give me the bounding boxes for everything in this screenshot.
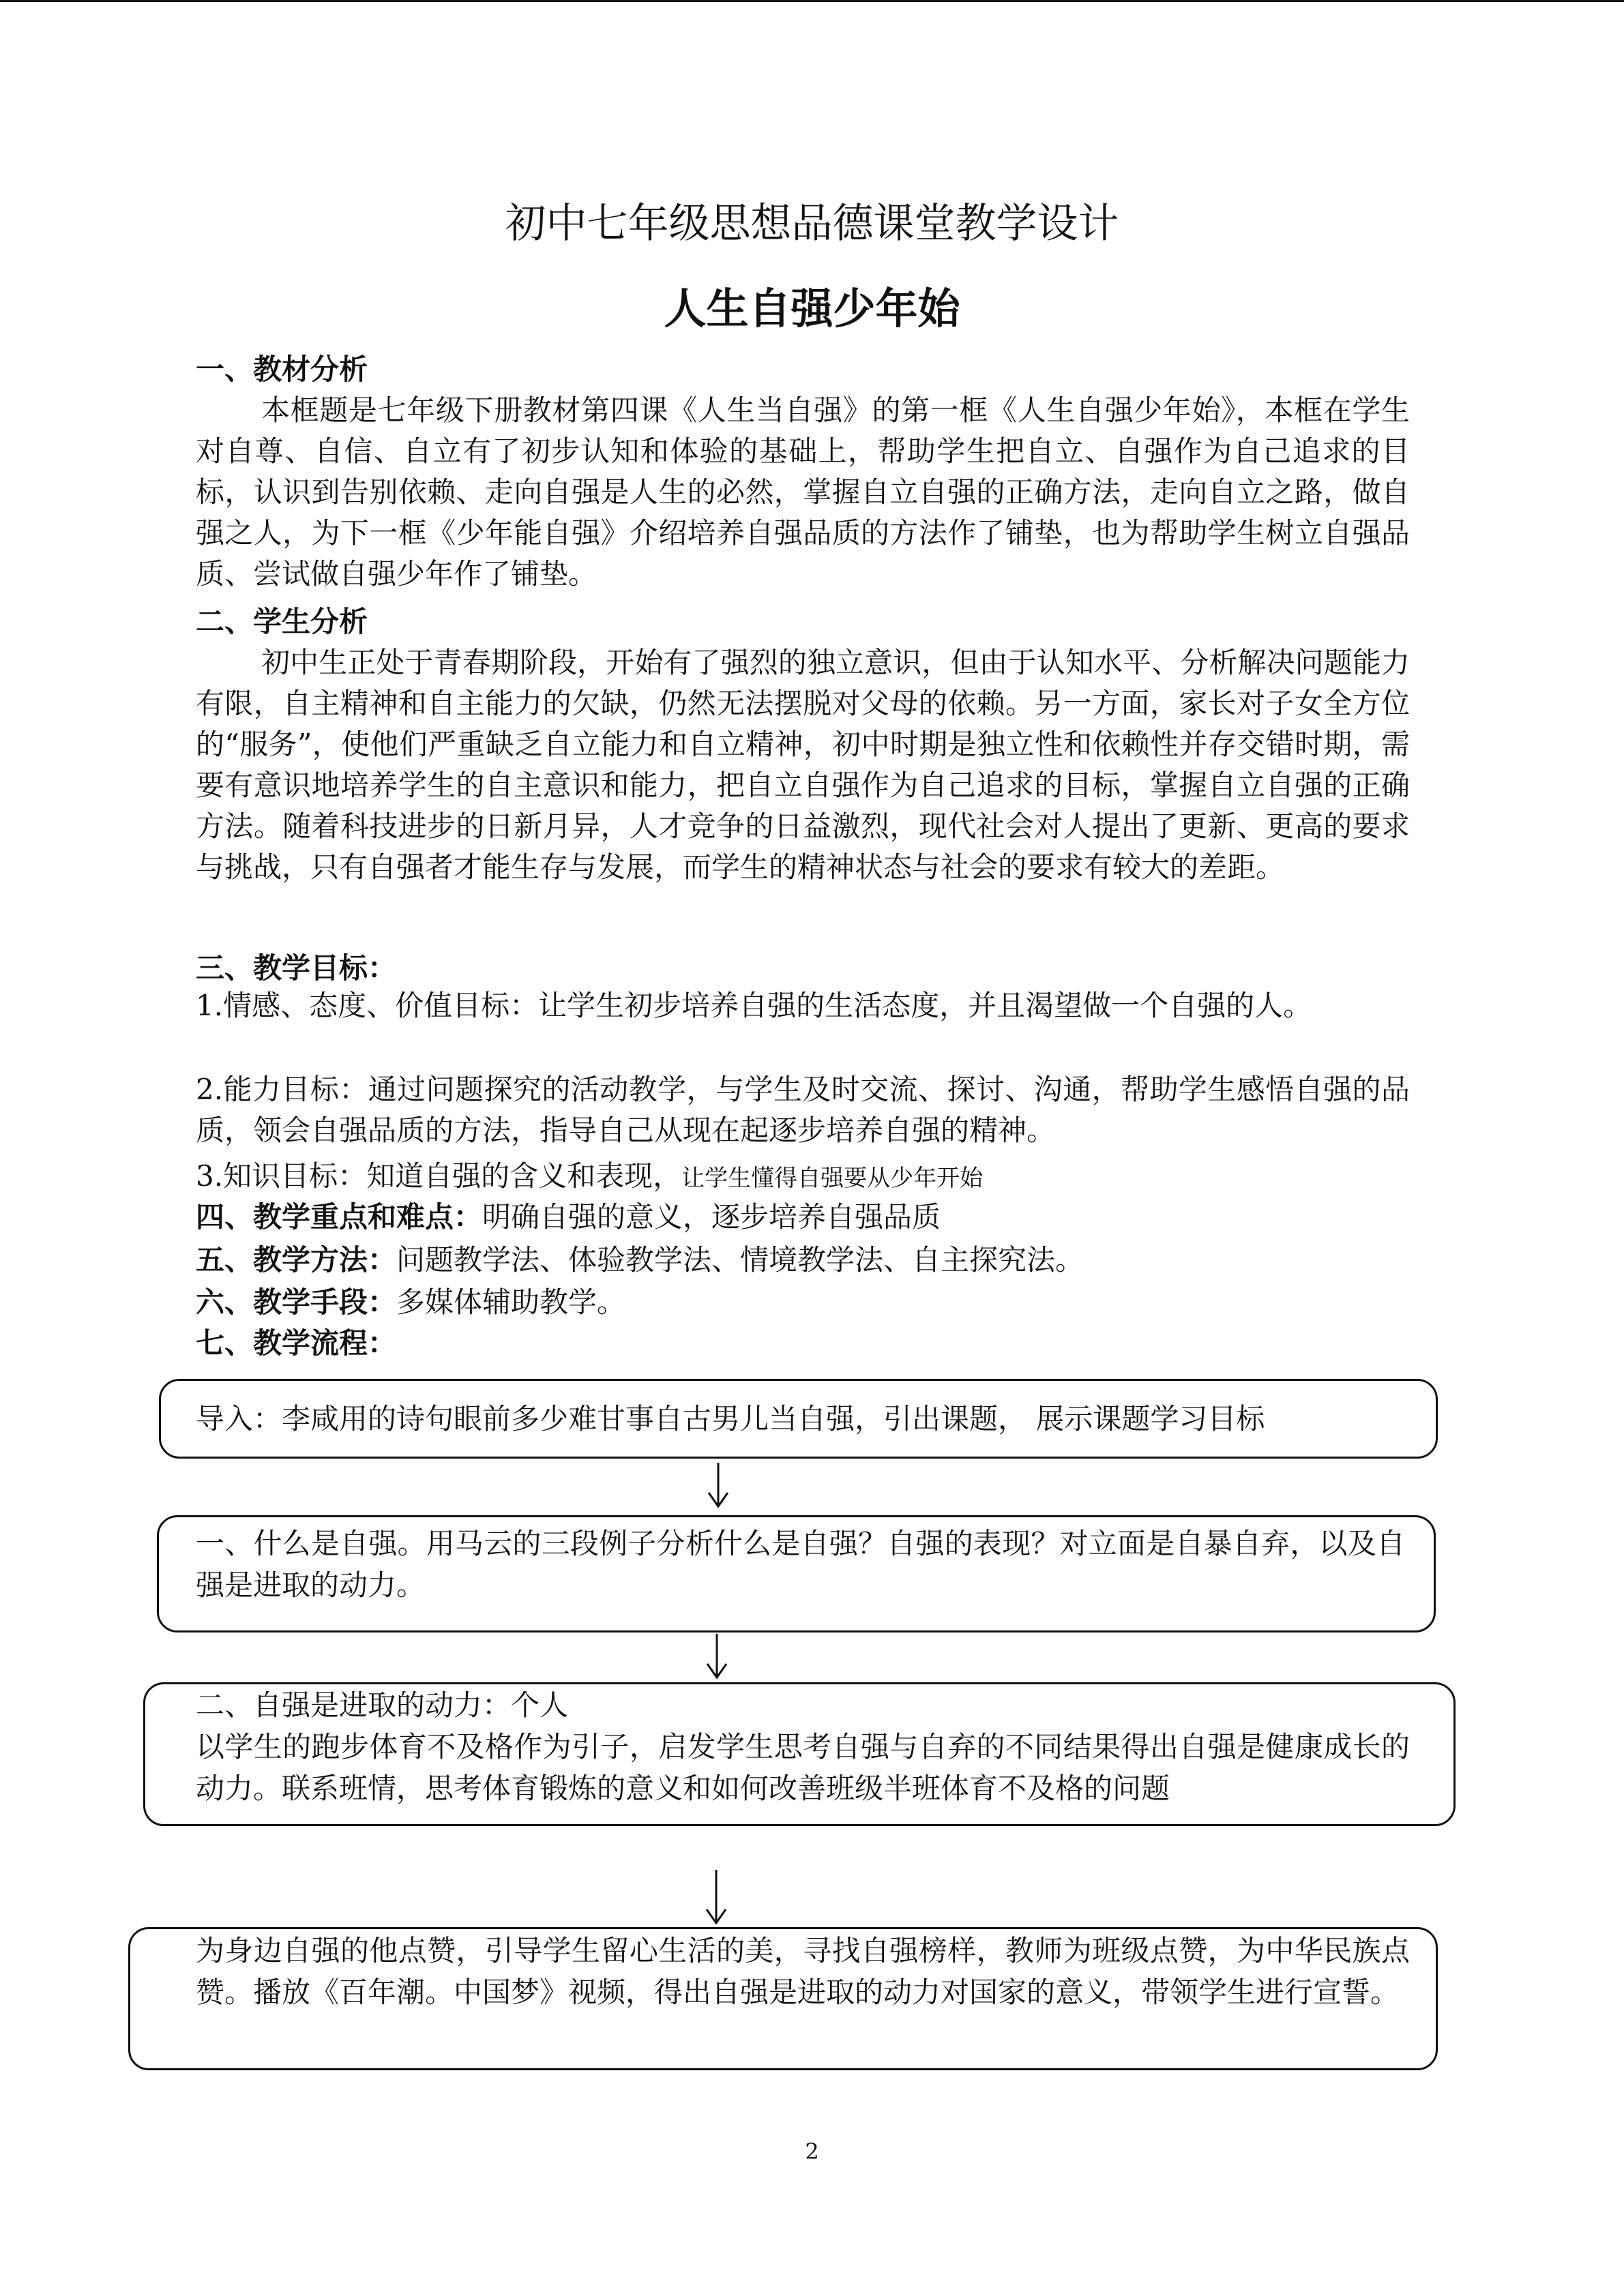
flow-arrow-2 xyxy=(703,1632,730,1680)
key-points-line xyxy=(196,1197,941,1238)
page-top-border xyxy=(0,0,1624,2)
flow-step-what-is-self-strength-text: 一、什么是自强。用马云的三段例子分析什么是自强？自强的表现？对立面是自暴自弃，以及自强是进取的动力。 xyxy=(196,1527,1405,1602)
methods-line xyxy=(196,1240,1084,1281)
methods-label: 五、教学方法： xyxy=(196,1243,397,1277)
goal-ability: 2.能力目标：通过问题探究的活动教学，与学生及时交流、探讨、沟通，帮助学生感悟自强的品质，领会自强品质的方法，指导自己从现在起逐步培养自强的精神。 xyxy=(196,1073,1410,1147)
document-title: 初中七年级思想品德课堂教学设计 xyxy=(505,200,1119,248)
means-line xyxy=(196,1282,625,1323)
flow-step-national-pride-text: 为身边自强的他点赞，引导学生留心生活的美，寻找自强榜样，教师为班级点赞，为中华民族点赞。播放《百年潮。中国梦》视频，得出自强是进取的动力对国家的意义，带领学生进行宣誓。 xyxy=(196,1934,1410,2009)
flow-step-personal-motivation-text: 以学生的跑步体育不及格作为引子，启发学生思考自强与自弃的不同结果得出自强是健康成长的动力。联系班情，思考体育锻炼的意义和如何改善班级半班体育不及格的问题 xyxy=(196,1730,1410,1805)
section-heading-textbook-analysis: 一、教材分析 xyxy=(196,353,368,386)
section-heading-student-analysis: 二、学生分析 xyxy=(196,605,368,638)
flow-step-personal-motivation-heading: 二、自强是进取的动力：个人 xyxy=(196,1688,569,1722)
key-points-text: 明确自强的意义，逐步培养自强品质 xyxy=(482,1200,941,1234)
section-heading-teaching-goals: 三、教学目标： xyxy=(196,951,397,985)
flow-arrow-3 xyxy=(703,1868,730,1926)
section-heading-teaching-process: 七、教学流程： xyxy=(196,1326,397,1360)
means-text: 多媒体辅助教学。 xyxy=(396,1285,626,1319)
flow-arrow-1 xyxy=(705,1461,732,1509)
goal-knowledge xyxy=(196,1156,983,1197)
goal-knowledge-main: 3.知识目标：知道自强的含义和表现， xyxy=(196,1159,682,1193)
goal-emotion-attitude: 1.情感、态度、价值目标：让学生初步培养自强的生活态度，并且渴望做一个自强的人。 xyxy=(196,989,1312,1022)
section-body-textbook-analysis: 本框题是七年级下册教材第四课《人生当自强》的第一框《人生自强少年始》，本框在学生对自尊、自信、自立有了初步认知和体验的基础上，帮助学生把自立、自强作为自己追求的目标，认识到告别依赖、走向自强是人生的必然，掌握自立自强的正确方法，走向自立之路，做自强之人，为下一框《少年能自强》介绍培养自强品质的方法作了铺垫，也为帮助学生树立自强品质、尝试做自强少年作了铺垫。 xyxy=(196,393,1410,591)
means-label: 六、教学手段： xyxy=(196,1285,397,1319)
flow-step-intro-text: 导入：李咸用的诗句眼前多少难甘事自古男儿当自强，引出课题， 展示课题学习目标 xyxy=(196,1402,1265,1435)
key-points-label: 四、教学重点和难点： xyxy=(196,1200,483,1234)
document-subtitle: 人生自强少年始 xyxy=(664,284,960,333)
goal-knowledge-note: 让学生懂得自强要从少年开始 xyxy=(681,1165,984,1192)
methods-text: 问题教学法、体验教学法、情境教学法、自主探究法。 xyxy=(396,1243,1084,1277)
section-body-student-analysis: 初中生正处于青春期阶段，开始有了强烈的独立意识，但由于认知水平、分析解决问题能力有限，自主精神和自主能力的欠缺，仍然无法摆脱对父母的依赖。另一方面，家长对子女全方位的“服务”，使他们严重缺乏自立能力和自立精神，初中时期是独立性和依赖性并存交错时期，需要有意识地培养学生的自主意识和能力，把自立自强作为自己追求的目标，掌握自立自强的正确方法。随着科技进步的日新月异，人才竞争的日益激烈，现代社会对人提出了更新、更高的要求与挑战，只有自强者才能生存与发展，而学生的精神状态与社会的要求有较大的差距。 xyxy=(196,646,1410,884)
page-number: 2 xyxy=(805,2138,819,2164)
